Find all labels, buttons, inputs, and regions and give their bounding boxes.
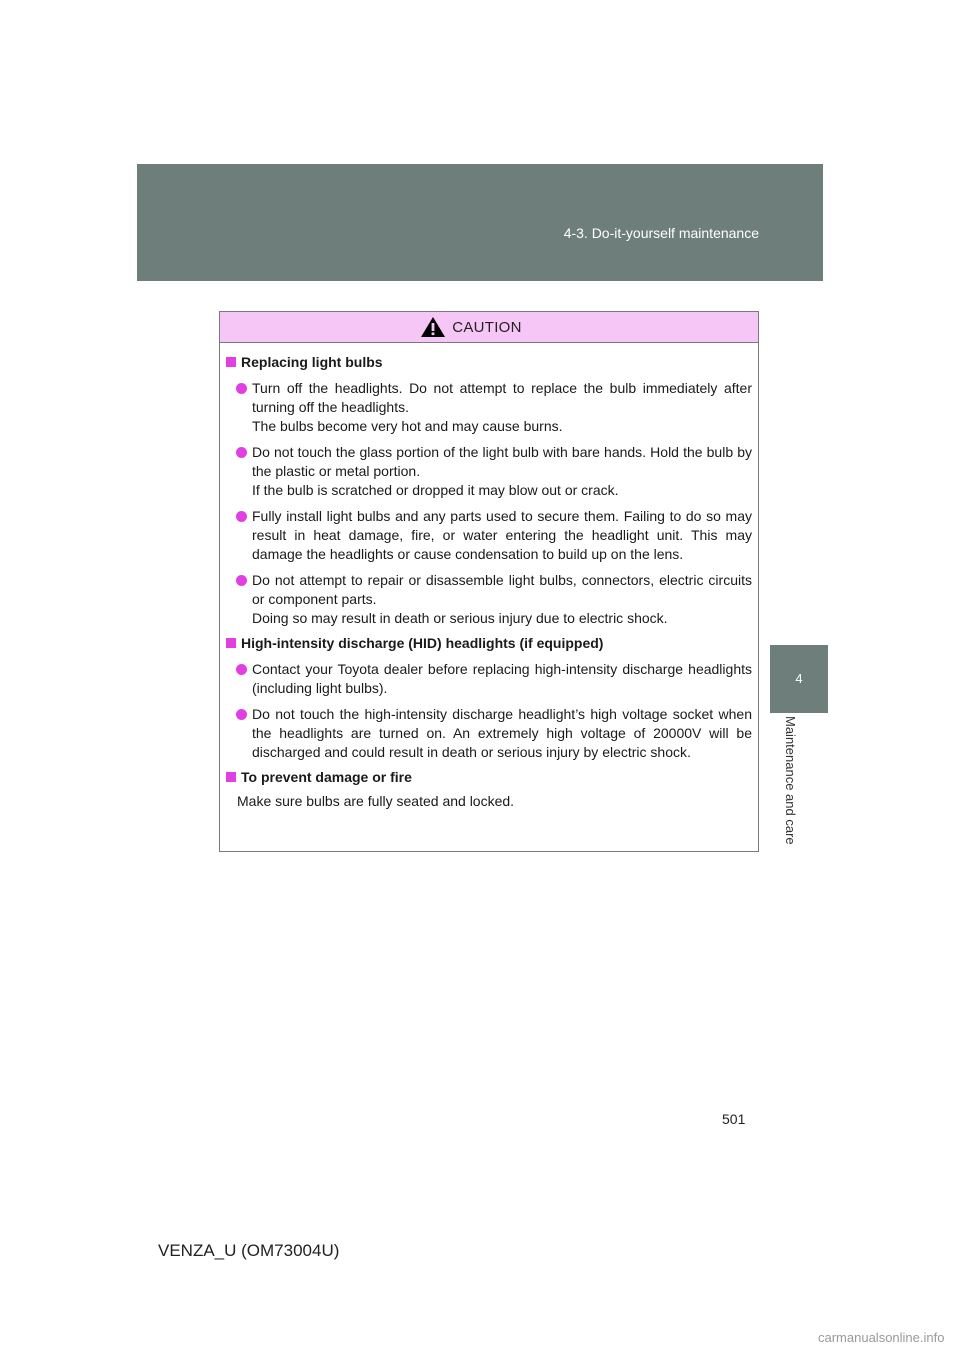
bullet-text <box>252 507 752 564</box>
list-item <box>236 443 752 500</box>
bullet-text-content: Do not touch the glass portion of the light bulb with bare hands. Hold the bulb by the plastic or metal portion. If the bulb is scratched or dropped it may blow out or crack. <box>252 444 752 498</box>
chapter-number: 4 <box>795 671 803 686</box>
square-bullet-icon <box>226 638 236 648</box>
watermark: carmanualsonline.info <box>818 1330 945 1345</box>
chapter-label: Maintenance and care <box>783 716 798 845</box>
section-title: To prevent damage or fire <box>241 769 412 785</box>
section-title: Replacing light bulbs <box>241 354 383 370</box>
circle-bullet-icon <box>236 709 247 720</box>
list-item <box>236 507 752 564</box>
side-tab <box>770 645 828 713</box>
section-hid-headlights <box>226 634 752 762</box>
caution-header <box>220 312 758 343</box>
bullet-text-content: Do not attempt to repair or disassemble light bulbs, connectors, electric circuits or component parts. Doing so may result in death or serious injury due to electric shock. <box>252 572 752 626</box>
bullet-text <box>252 571 752 628</box>
caution-title: CAUTION <box>452 318 522 336</box>
caution-box <box>219 311 759 852</box>
warning-icon <box>420 316 446 338</box>
square-bullet-icon <box>226 357 236 367</box>
page-number: 501 <box>722 1111 746 1127</box>
bullet-text-content: Contact your Toyota dealer before replacing high-intensity discharge headlights (including light bulbs). <box>252 661 752 696</box>
bullet-text <box>252 379 752 436</box>
list-item <box>236 705 752 762</box>
bullet-text-content: Turn off the headlights. Do not attempt to replace the bulb immediately after turning off the headlights. The bulbs become very hot and may cause burns. <box>252 380 752 434</box>
section-title: High-intensity discharge (HID) headlights (if equipped) <box>241 635 604 651</box>
section-prevent-damage <box>226 768 752 811</box>
caution-content <box>220 343 758 811</box>
bullet-text-content: Fully install light bulbs and any parts used to secure them. Failing to do so may result in heat damage, fire, or water entering the headlight unit. This may damage the headlights or cause condensation to build up on the lens. <box>252 508 752 562</box>
circle-bullet-icon <box>236 664 247 675</box>
bullet-text <box>252 443 752 500</box>
circle-bullet-icon <box>236 511 247 522</box>
circle-bullet-icon <box>236 575 247 586</box>
list-item <box>236 660 752 698</box>
circle-bullet-icon <box>236 383 247 394</box>
section-label: 4-3. Do-it-yourself maintenance <box>563 225 759 241</box>
bullet-text <box>252 705 752 762</box>
square-bullet-icon <box>226 772 236 782</box>
list-item <box>236 379 752 436</box>
bullet-text-content: Do not touch the high-intensity discharge headlight’s high voltage socket when the headlights are turned on. An extremely high voltage of 20000V will be discharged and could result in death or serious injury by electric shock. <box>252 706 752 760</box>
header-band <box>137 164 823 281</box>
bullet-text <box>252 660 752 698</box>
list-item <box>236 571 752 628</box>
circle-bullet-icon <box>236 447 247 458</box>
document-code: VENZA_U (OM73004U) <box>158 1241 340 1260</box>
section-text: Make sure bulbs are fully seated and locked. <box>237 793 515 809</box>
section-replacing-bulbs <box>226 353 752 628</box>
